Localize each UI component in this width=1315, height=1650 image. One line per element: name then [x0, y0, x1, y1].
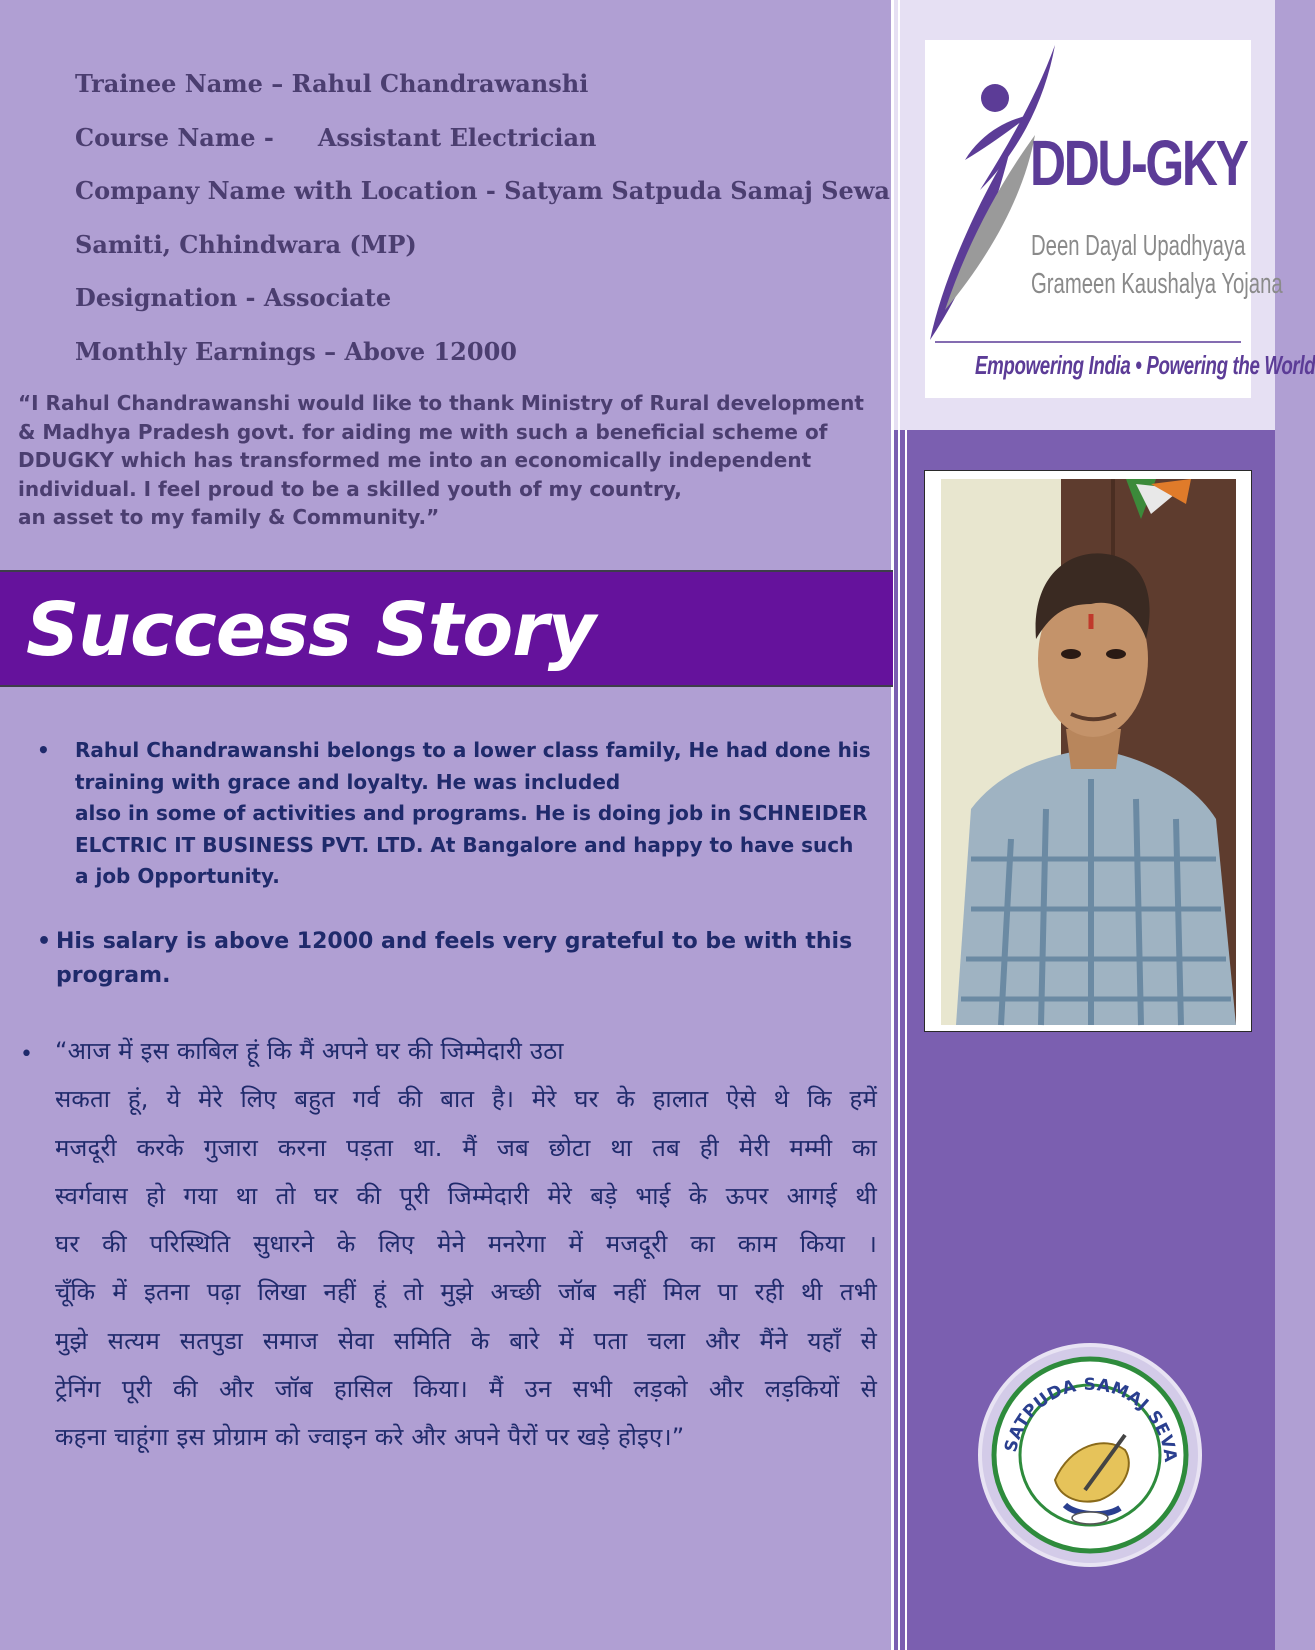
hindi-testimonial-text	[55, 1027, 877, 1462]
logo-tagline: Empowering India • Powering the World	[975, 350, 1315, 380]
hindi-line: “आज में इस काबिल हूं कि मैं अपने घर की जिम्मेदारी उठा	[55, 1037, 564, 1065]
bullet-dot: •	[37, 929, 52, 954]
course-value: Assistant Electrician	[317, 122, 597, 152]
person-portrait-icon	[941, 479, 1236, 1025]
hindi-line: सकता हूं, ये मेरे लिए बहुत गर्व की बात है। मेरे घर के हालात ऐसे थे कि हमें	[55, 1085, 877, 1114]
seal-emblem-icon	[975, 1340, 1205, 1570]
hindi-line: ट्रेनिंग पूरी की और जॉब हासिल किया। मैं उन सभी लड़को और लड़कियों से	[55, 1375, 877, 1404]
trainee-quote: “I Rahul Chandrawanshi would like to thank Ministry of Rural development & Madhya Pradesh govt. for aiding me with such a beneficial scheme of DDUGKY which has transformed me into an economically independent individual. I feel proud to be a skilled youth of my country, an asset to my family & Community.”	[18, 391, 864, 529]
monthly-earnings: Monthly Earnings – Above 12000	[75, 336, 517, 366]
sidebar-divider-line	[898, 0, 900, 1650]
sidebar-divider-line	[891, 0, 894, 1650]
hindi-line: चूँकि में इतना पढ़ा लिखा नहीं हूं तो मुझे अच्छी जॉब नहीं मिल पा रही थी तभी	[55, 1278, 877, 1307]
running-figure-icon	[925, 40, 1251, 398]
course-label: Course Name -	[75, 122, 274, 152]
banner-title: Success Story	[26, 587, 595, 673]
trainee-details	[75, 62, 890, 383]
trainee-name: Trainee Name – Rahul Chandrawanshi	[75, 69, 589, 98]
logo-subtitle-2: Grameen Kaushalya Yojana	[1031, 268, 1283, 300]
hindi-line: घर की परिस्थिति सुधारने के लिए मेने मनरेगा में मजदूरी का काम किया ।	[55, 1230, 877, 1259]
ddu-gky-logo	[925, 40, 1315, 398]
company-line-1: Company Name with Location - Satyam Satpuda Samaj Sewa	[75, 176, 890, 205]
hindi-line: मजदूरी करके गुजारा करना पड़ता था. मैं जब छोटा था तब ही मेरी मम्मी का	[55, 1133, 877, 1162]
designation: Designation - Associate	[75, 283, 392, 312]
samiti-seal	[975, 1340, 1205, 1570]
logo-title: DDU-GKY	[1030, 127, 1247, 199]
course-name	[75, 116, 885, 170]
seal-text: SATPUDA SAMAJ SEVA	[1001, 1375, 1181, 1464]
company-line-2: Samiti, Chhindwara (MP)	[75, 229, 417, 259]
hindi-line: मुझे सत्यम सतपुडा समाज सेवा समिति के बारे में पता चला और मैंने यहाँ से	[55, 1326, 877, 1355]
bullet-dot: •	[37, 738, 50, 762]
bullet-dot: •	[20, 1042, 33, 1067]
success-story-banner	[0, 570, 893, 687]
bullet-second: His salary is above 12000 and feels very grateful to be with this program.	[56, 929, 853, 988]
hindi-line: स्वर्गवास हो गया था तो घर की पूरी जिम्मेदारी मेरे बड़े भाई के ऊपर आगई थी	[55, 1181, 877, 1210]
trainee-photo-frame	[924, 470, 1252, 1032]
bullet-first: Rahul Chandrawanshi belongs to a lower class family, He had done his training with grace and loyalty. He was included also in some of activities and programs. He is doing job in SCHNEIDER ELCTRIC IT BUSINESS PVT. LTD. At Bangalore and happy to have such a job Opportunity.	[75, 738, 871, 888]
hindi-line: कहना चाहूंगा इस प्रोग्राम को ज्वाइन करे और अपने पैरों पर खड़े होइए।”	[55, 1423, 685, 1452]
sidebar-divider-line	[905, 430, 907, 1650]
trainee-photo	[941, 479, 1236, 1025]
logo-subtitle-1: Deen Dayal Upadhyaya	[1031, 230, 1246, 262]
